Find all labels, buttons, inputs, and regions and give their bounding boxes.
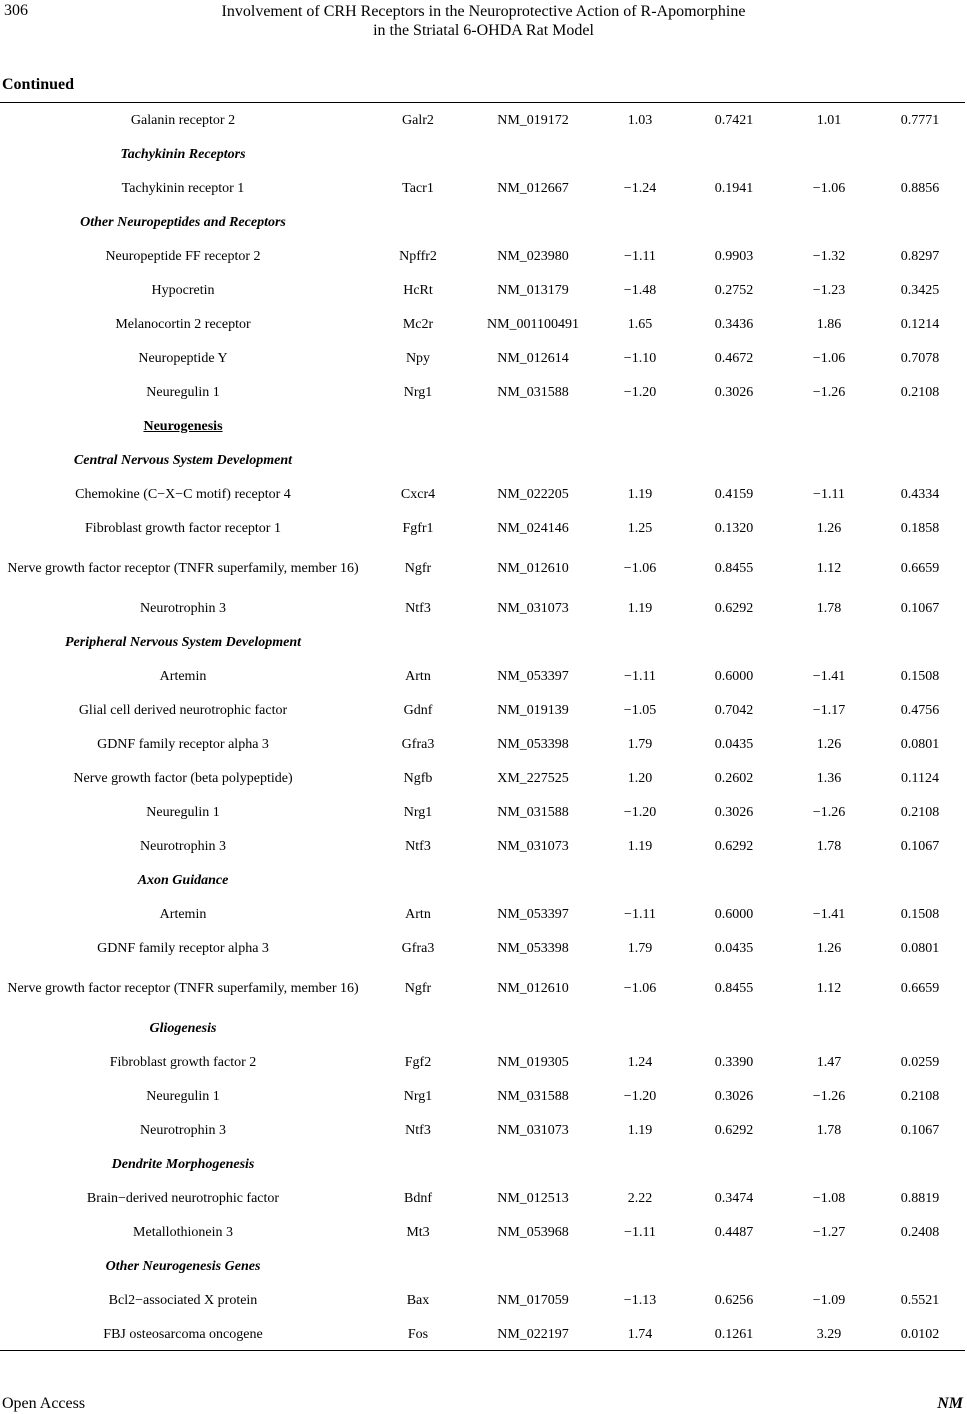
cell-p-value-1: 0.4159	[714, 486, 754, 502]
category-heading: Tachykinin Receptors	[120, 146, 246, 162]
cell-p-value-2: 0.6659	[900, 560, 940, 576]
cell-gene-symbol: Ntf3	[405, 1122, 431, 1138]
cell-p-value-2: 0.2108	[900, 804, 940, 820]
cell-gene-symbol: Ngfr	[404, 980, 432, 996]
category-heading: Central Nervous System Development	[73, 452, 293, 468]
table-section-heading-row	[0, 409, 967, 443]
cell-fold-change-2: 1.78	[816, 1122, 842, 1138]
table-row	[0, 1113, 967, 1147]
cell-p-value-1: 0.6000	[714, 668, 754, 684]
cell-fold-change-2: 1.86	[816, 316, 842, 332]
cell-fold-change-1: −1.06	[623, 560, 657, 576]
cell-p-value-2: 0.3425	[900, 282, 940, 298]
cell-fold-change-1: −1.13	[623, 1292, 657, 1308]
cell-accession: NM_053397	[497, 668, 569, 684]
category-heading: Axon Guidance	[137, 872, 229, 888]
table-row	[0, 931, 967, 965]
cell-p-value-1: 0.3026	[714, 1088, 754, 1104]
cell-gene-symbol: Bdnf	[404, 1190, 432, 1206]
cell-p-value-2: 0.8819	[900, 1190, 940, 1206]
cell-p-value-2: 0.8297	[900, 248, 940, 264]
table-category-heading-row	[0, 625, 967, 659]
cell-p-value-1: 0.8455	[714, 560, 754, 576]
cell-p-value-1: 0.2602	[714, 770, 754, 786]
category-heading: Dendrite Morphogenesis	[111, 1156, 255, 1172]
cell-fold-change-2: −1.09	[812, 1292, 846, 1308]
table-row	[0, 829, 967, 863]
cell-accession: NM_053968	[497, 1224, 569, 1240]
cell-p-value-2: 0.1067	[900, 600, 940, 616]
cell-p-value-2: 0.6659	[900, 980, 940, 996]
cell-gene-symbol: Ntf3	[405, 838, 431, 854]
cell-p-value-1: 0.0435	[714, 736, 754, 752]
cell-accession: NM_031073	[497, 838, 569, 854]
cell-gene-symbol: Cxcr4	[400, 486, 436, 502]
cell-accession: NM_001100491	[486, 316, 580, 332]
cell-gene-symbol: Tacr1	[402, 180, 434, 196]
page-number: 306	[4, 2, 28, 19]
cell-fold-change-1: 1.79	[627, 940, 653, 956]
cell-fold-change-2: 1.78	[816, 600, 842, 616]
table-row	[0, 761, 967, 795]
cell-gene-symbol: HcRt	[403, 282, 433, 298]
cell-fold-change-2: 1.78	[816, 838, 842, 854]
cell-fold-change-1: −1.05	[623, 702, 657, 718]
cell-p-value-2: 0.1067	[900, 838, 940, 854]
cell-gene-name: Neuropeptide Y	[138, 350, 228, 366]
cell-accession: NM_023980	[497, 248, 569, 264]
cell-gene-symbol: Gfra3	[401, 940, 435, 956]
cell-gene-symbol: Artn	[405, 906, 431, 922]
table-row	[0, 1215, 967, 1249]
cell-p-value-2: 0.8856	[900, 180, 940, 196]
table-row	[0, 239, 967, 273]
cell-gene-symbol: Nrg1	[403, 804, 433, 820]
cell-p-value-2: 0.1858	[900, 520, 940, 536]
cell-p-value-1: 0.3026	[714, 384, 754, 400]
cell-p-value-1: 0.0435	[714, 940, 754, 956]
cell-fold-change-2: 1.12	[816, 560, 842, 576]
cell-gene-symbol: Npffr2	[399, 248, 437, 264]
cell-fold-change-2: −1.17	[812, 702, 846, 718]
category-heading: Other Neurogenesis Genes	[105, 1258, 261, 1274]
cell-gene-name: GDNF family receptor alpha 3	[97, 736, 269, 752]
cell-accession: NM_012614	[497, 350, 569, 366]
cell-gene-name: Brain−derived neurotrophic factor	[86, 1190, 280, 1206]
cell-fold-change-1: −1.24	[623, 180, 657, 196]
table-row	[0, 1181, 967, 1215]
cell-p-value-1: 0.6292	[714, 838, 754, 854]
cell-fold-change-2: 1.01	[816, 112, 842, 128]
table-continued-label: Continued	[2, 76, 75, 93]
cell-fold-change-1: −1.11	[624, 668, 656, 684]
cell-fold-change-2: 1.26	[816, 940, 842, 956]
cell-p-value-1: 0.6256	[714, 1292, 754, 1308]
cell-gene-name: Artemin	[159, 668, 207, 684]
table-row	[0, 341, 967, 375]
cell-fold-change-2: −1.26	[812, 804, 846, 820]
cell-fold-change-2: −1.06	[812, 180, 846, 196]
cell-accession: NM_031588	[497, 804, 569, 820]
cell-gene-name: Fibroblast growth factor receptor 1	[85, 520, 281, 536]
cell-gene-name: Metallothionein 3	[133, 1224, 233, 1240]
cell-fold-change-2: −1.41	[812, 668, 846, 684]
cell-fold-change-1: 1.19	[627, 1122, 653, 1138]
cell-p-value-2: 0.0259	[900, 1054, 940, 1070]
cell-fold-change-2: 1.26	[816, 736, 842, 752]
cell-gene-symbol: Gdnf	[403, 702, 433, 718]
cell-accession: NM_031073	[497, 1122, 569, 1138]
footer-open-access: Open Access	[2, 1395, 86, 1412]
cell-p-value-1: 0.3026	[714, 804, 754, 820]
cell-accession: NM_031588	[497, 1088, 569, 1104]
footer-journal-abbrev: NM	[937, 1395, 963, 1412]
cell-p-value-1: 0.9903	[714, 248, 754, 264]
table-row	[0, 545, 967, 591]
table-row	[0, 477, 967, 511]
table-row	[0, 795, 967, 829]
cell-p-value-2: 0.1508	[900, 906, 940, 922]
cell-fold-change-2: −1.41	[812, 906, 846, 922]
cell-accession: NM_012610	[497, 560, 569, 576]
category-heading: Peripheral Nervous System Development	[64, 634, 302, 650]
cell-fold-change-1: 1.20	[627, 770, 653, 786]
cell-gene-symbol: Ngfb	[403, 770, 433, 786]
cell-gene-symbol: Mt3	[406, 1224, 430, 1240]
cell-accession: XM_227525	[497, 770, 569, 786]
cell-p-value-1: 0.3436	[714, 316, 754, 332]
table-row	[0, 1079, 967, 1113]
cell-p-value-1: 0.8455	[714, 980, 754, 996]
cell-p-value-1: 0.7421	[714, 112, 754, 128]
cell-accession: NM_053397	[497, 906, 569, 922]
cell-gene-name: Nerve growth factor receptor (TNFR superfamily, member 16)	[7, 980, 359, 996]
cell-gene-name: Chemokine (C−X−C motif) receptor 4	[75, 486, 291, 502]
cell-gene-symbol: Artn	[405, 668, 431, 684]
cell-p-value-2: 0.4756	[900, 702, 940, 718]
table-row	[0, 1317, 967, 1351]
cell-fold-change-2: −1.06	[812, 350, 846, 366]
category-heading: Gliogenesis	[149, 1020, 217, 1036]
cell-gene-name: Fibroblast growth factor 2	[109, 1054, 257, 1070]
cell-fold-change-1: −1.20	[623, 384, 657, 400]
cell-fold-change-2: 1.12	[816, 980, 842, 996]
cell-fold-change-1: 1.25	[627, 520, 653, 536]
cell-p-value-2: 0.7771	[900, 112, 940, 128]
cell-fold-change-1: −1.20	[623, 804, 657, 820]
cell-gene-symbol: Gfra3	[401, 736, 435, 752]
section-heading: Neurogenesis	[143, 418, 223, 434]
cell-accession: NM_053398	[497, 940, 569, 956]
table-row	[0, 511, 967, 545]
cell-p-value-2: 0.1508	[900, 668, 940, 684]
cell-fold-change-2: 1.36	[816, 770, 842, 786]
cell-gene-name: Hypocretin	[151, 282, 215, 298]
table-row	[0, 1045, 967, 1079]
cell-fold-change-1: 1.74	[627, 1326, 653, 1342]
cell-fold-change-2: −1.23	[812, 282, 846, 298]
cell-gene-symbol: Galr2	[402, 112, 434, 128]
table-row	[0, 897, 967, 931]
cell-gene-symbol: Fgf2	[404, 1054, 432, 1070]
cell-gene-symbol: Nrg1	[403, 1088, 433, 1104]
cell-gene-symbol: Bax	[406, 1292, 430, 1308]
table-bottom-rule	[0, 1350, 965, 1351]
cell-accession: NM_053398	[497, 736, 569, 752]
cell-gene-name: Galanin receptor 2	[130, 112, 236, 128]
cell-gene-symbol: Fgfr1	[402, 520, 434, 536]
cell-fold-change-1: 1.19	[627, 486, 653, 502]
cell-p-value-1: 0.6292	[714, 600, 754, 616]
cell-fold-change-1: 1.03	[627, 112, 653, 128]
cell-fold-change-1: −1.11	[624, 906, 656, 922]
cell-gene-name: Neuregulin 1	[146, 384, 220, 400]
cell-fold-change-2: −1.11	[813, 486, 845, 502]
cell-fold-change-1: −1.10	[623, 350, 657, 366]
cell-accession: NM_012513	[497, 1190, 569, 1206]
table-row	[0, 375, 967, 409]
cell-p-value-1: 0.3474	[714, 1190, 754, 1206]
cell-accession: NM_013179	[497, 282, 569, 298]
table-category-heading-row	[0, 1011, 967, 1045]
cell-gene-name: Nerve growth factor (beta polypeptide)	[73, 770, 293, 786]
running-title-line-1: Involvement of CRH Receptors in the Neuroprotective Action of R-Apomorphine	[221, 3, 746, 20]
table-row	[0, 693, 967, 727]
cell-fold-change-1: 1.19	[627, 838, 653, 854]
cell-p-value-1: 0.1320	[714, 520, 754, 536]
cell-gene-symbol: Fos	[407, 1326, 429, 1342]
cell-fold-change-2: 3.29	[816, 1326, 842, 1342]
cell-fold-change-2: −1.08	[812, 1190, 846, 1206]
cell-fold-change-2: −1.32	[812, 248, 846, 264]
table-row	[0, 103, 967, 137]
cell-gene-name: Artemin	[159, 906, 207, 922]
table-row	[0, 273, 967, 307]
table-category-heading-row	[0, 137, 967, 171]
cell-gene-symbol: Nrg1	[403, 384, 433, 400]
table-row	[0, 307, 967, 341]
cell-fold-change-1: −1.11	[624, 248, 656, 264]
table-row	[0, 591, 967, 625]
table-category-heading-row	[0, 205, 967, 239]
cell-p-value-1: 0.3390	[714, 1054, 754, 1070]
cell-gene-symbol: Npy	[405, 350, 431, 366]
table-category-heading-row	[0, 863, 967, 897]
cell-fold-change-1: −1.11	[624, 1224, 656, 1240]
cell-p-value-1: 0.1261	[714, 1326, 754, 1342]
cell-fold-change-1: −1.48	[623, 282, 657, 298]
cell-p-value-1: 0.1941	[714, 180, 754, 196]
cell-p-value-1: 0.4487	[714, 1224, 754, 1240]
cell-fold-change-1: 2.22	[627, 1190, 653, 1206]
cell-gene-name: Neurotrophin 3	[140, 838, 226, 854]
cell-accession: NM_019172	[497, 112, 569, 128]
cell-fold-change-2: 1.47	[816, 1054, 842, 1070]
running-title-line-2: in the Striatal 6-OHDA Rat Model	[373, 22, 594, 39]
cell-gene-name: Neuropeptide FF receptor 2	[105, 248, 261, 264]
cell-fold-change-2: −1.27	[812, 1224, 846, 1240]
cell-gene-name: Melanocortin 2 receptor	[115, 316, 251, 332]
cell-accession: NM_031588	[497, 384, 569, 400]
cell-accession: NM_019305	[497, 1054, 569, 1070]
cell-p-value-2: 0.2108	[900, 1088, 940, 1104]
cell-gene-name: Tachykinin receptor 1	[121, 180, 245, 196]
table-row	[0, 659, 967, 693]
cell-gene-name: Bcl2−associated X protein	[108, 1292, 258, 1308]
cell-p-value-2: 0.0801	[900, 940, 940, 956]
cell-accession: NM_031073	[497, 600, 569, 616]
cell-accession: NM_012610	[497, 980, 569, 996]
cell-gene-name: Neurotrophin 3	[140, 1122, 226, 1138]
cell-p-value-2: 0.2108	[900, 384, 940, 400]
cell-fold-change-2: −1.26	[812, 1088, 846, 1104]
table-category-heading-row	[0, 1249, 967, 1283]
cell-accession: NM_022197	[497, 1326, 569, 1342]
cell-p-value-2: 0.5521	[900, 1292, 940, 1308]
cell-p-value-2: 0.4334	[900, 486, 940, 502]
cell-fold-change-1: 1.19	[627, 600, 653, 616]
cell-accession: NM_024146	[497, 520, 569, 536]
cell-fold-change-1: −1.06	[623, 980, 657, 996]
cell-accession: NM_012667	[497, 180, 569, 196]
running-title	[170, 2, 797, 40]
cell-gene-name: FBJ osteosarcoma oncogene	[103, 1326, 263, 1342]
cell-accession: NM_017059	[497, 1292, 569, 1308]
cell-fold-change-2: −1.26	[812, 384, 846, 400]
table-row	[0, 171, 967, 205]
cell-p-value-2: 0.0801	[900, 736, 940, 752]
cell-fold-change-1: 1.24	[627, 1054, 653, 1070]
cell-gene-symbol: Ngfr	[404, 560, 432, 576]
cell-p-value-1: 0.6292	[714, 1122, 754, 1138]
table-category-heading-row	[0, 443, 967, 477]
cell-p-value-2: 0.2408	[900, 1224, 940, 1240]
cell-accession: NM_019139	[497, 702, 569, 718]
table-category-heading-row	[0, 1147, 967, 1181]
cell-p-value-1: 0.6000	[714, 906, 754, 922]
cell-gene-name: Nerve growth factor receptor (TNFR superfamily, member 16)	[7, 560, 359, 576]
cell-p-value-1: 0.4672	[714, 350, 754, 366]
cell-p-value-2: 0.1067	[900, 1122, 940, 1138]
cell-accession: NM_022205	[497, 486, 569, 502]
cell-fold-change-1: 1.65	[627, 316, 653, 332]
cell-gene-name: Neuregulin 1	[146, 804, 220, 820]
cell-fold-change-1: −1.20	[623, 1088, 657, 1104]
cell-p-value-2: 0.0102	[900, 1326, 940, 1342]
cell-fold-change-2: 1.26	[816, 520, 842, 536]
cell-gene-name: GDNF family receptor alpha 3	[97, 940, 269, 956]
cell-gene-name: Neurotrophin 3	[140, 600, 226, 616]
table-row	[0, 965, 967, 1011]
cell-gene-symbol: Ntf3	[405, 600, 431, 616]
cell-gene-symbol: Mc2r	[402, 316, 434, 332]
table-row	[0, 727, 967, 761]
category-heading: Other Neuropeptides and Receptors	[80, 214, 286, 230]
cell-gene-name: Glial cell derived neurotrophic factor	[78, 702, 288, 718]
cell-p-value-1: 0.7042	[714, 702, 754, 718]
cell-gene-name: Neuregulin 1	[146, 1088, 220, 1104]
cell-p-value-2: 0.1124	[901, 770, 939, 786]
table-row	[0, 1283, 967, 1317]
cell-p-value-2: 0.7078	[900, 350, 940, 366]
cell-fold-change-1: 1.79	[627, 736, 653, 752]
cell-p-value-2: 0.1214	[900, 316, 940, 332]
cell-p-value-1: 0.2752	[714, 282, 754, 298]
